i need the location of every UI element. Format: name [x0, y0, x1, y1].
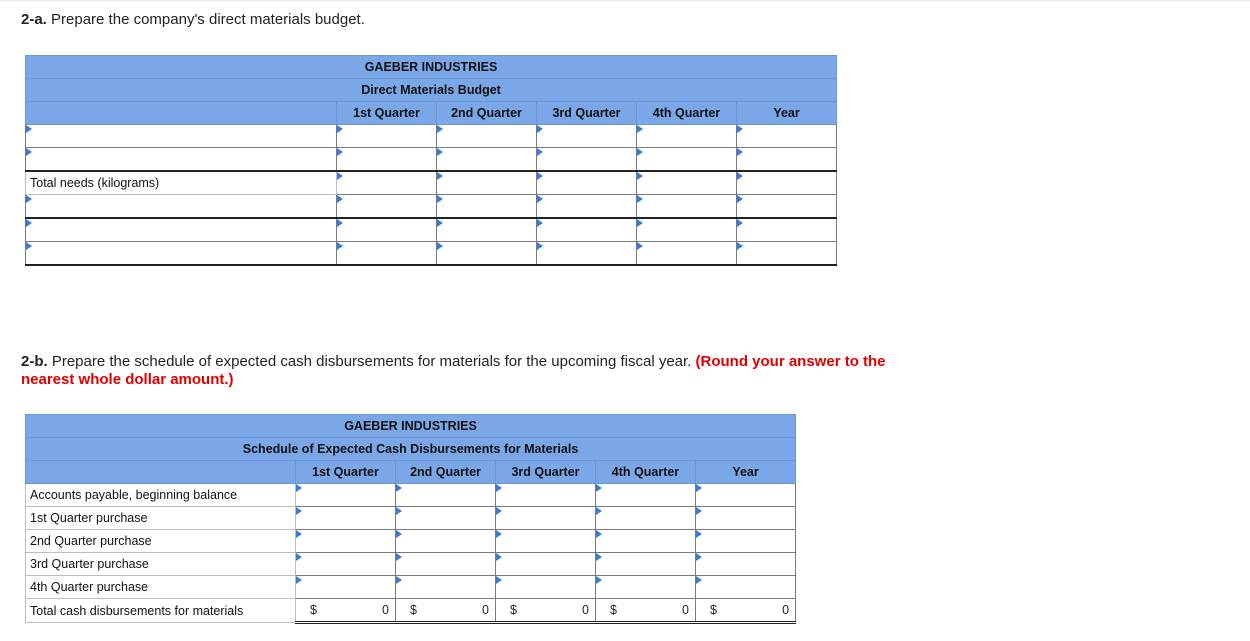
- year-field[interactable]: [737, 219, 836, 241]
- year-field[interactable]: [696, 576, 795, 598]
- row-label-input[interactable]: [26, 219, 336, 241]
- row-label-q3-purchase: 3rd Quarter purchase: [26, 553, 296, 576]
- table-row: [26, 148, 837, 172]
- q2-input[interactable]: [437, 218, 537, 242]
- year-field[interactable]: [696, 507, 795, 529]
- q2-input[interactable]: [437, 242, 537, 266]
- q2-field[interactable]: [396, 530, 495, 552]
- header-blank: [26, 102, 337, 125]
- year-total-value: 0: [782, 603, 790, 617]
- q1-input[interactable]: [296, 576, 396, 599]
- q3-field[interactable]: [537, 242, 636, 264]
- q4-input[interactable]: [596, 553, 696, 576]
- q4-field[interactable]: [637, 172, 736, 194]
- q4-field[interactable]: [596, 576, 695, 598]
- q3-field[interactable]: [537, 125, 636, 147]
- q1-field[interactable]: [296, 484, 395, 506]
- row-label-dropdown[interactable]: [26, 218, 337, 242]
- currency-symbol: $: [710, 603, 717, 617]
- q3-field[interactable]: [496, 507, 595, 529]
- q2-field[interactable]: [437, 172, 536, 194]
- q2-field[interactable]: [437, 219, 536, 241]
- q4-field[interactable]: [637, 195, 736, 217]
- q1-input[interactable]: [337, 242, 437, 266]
- row-label-q1-purchase: 1st Quarter purchase: [26, 507, 296, 530]
- q3-total-value: 0: [582, 603, 589, 617]
- year-field[interactable]: [737, 148, 836, 170]
- q1-total-value: 0: [382, 603, 389, 617]
- q3-field[interactable]: [537, 219, 636, 241]
- total-row: [26, 599, 796, 623]
- table-row: [26, 242, 837, 266]
- q2-field[interactable]: [396, 484, 495, 506]
- q2-field[interactable]: [396, 576, 495, 598]
- row-label-input[interactable]: [26, 148, 336, 170]
- q4-total-value: 0: [682, 603, 689, 617]
- q2-total-value: 0: [482, 603, 489, 617]
- year-input[interactable]: [737, 148, 837, 172]
- q2-input[interactable]: [396, 507, 496, 530]
- q3-input[interactable]: [537, 125, 637, 148]
- table-row: [26, 484, 796, 507]
- q2-input[interactable]: [437, 125, 537, 148]
- year-field[interactable]: [696, 484, 795, 506]
- row-label-total-needs: Total needs (kilograms): [26, 171, 337, 195]
- q2-input[interactable]: [437, 195, 537, 219]
- q4-input[interactable]: [637, 171, 737, 195]
- table-row: [26, 576, 796, 599]
- q1-field[interactable]: [337, 148, 436, 170]
- year-field[interactable]: [737, 125, 836, 147]
- q1-input[interactable]: [337, 125, 437, 148]
- currency-symbol: $: [610, 603, 617, 617]
- q1-input[interactable]: [296, 484, 396, 507]
- q3-input[interactable]: [537, 218, 637, 242]
- q1-field[interactable]: [337, 125, 436, 147]
- currency-symbol: $: [510, 603, 517, 617]
- table-row: [26, 530, 796, 553]
- q1-field[interactable]: [337, 172, 436, 194]
- row-label-total-disbursements: Total cash disbursements for materials: [26, 599, 296, 623]
- q3-input[interactable]: [537, 171, 637, 195]
- q4-total-cell: [596, 599, 696, 623]
- q1-field[interactable]: [337, 219, 436, 241]
- q1-input[interactable]: [337, 195, 437, 219]
- q2-field[interactable]: [437, 148, 536, 170]
- col-header-q3: 3rd Quarter: [537, 102, 637, 125]
- year-input[interactable]: [696, 484, 796, 507]
- table-row: [26, 218, 837, 242]
- q2-input[interactable]: [396, 576, 496, 599]
- row-label-dropdown[interactable]: [26, 242, 337, 266]
- part-a-heading: [21, 11, 365, 29]
- q4-field[interactable]: [637, 242, 736, 264]
- q1-field[interactable]: [337, 242, 436, 264]
- top-divider: [0, 0, 1250, 1]
- q3-field[interactable]: [496, 484, 595, 506]
- part-a-number: 2-a.: [21, 11, 47, 28]
- q1-input[interactable]: [337, 148, 437, 172]
- q4-field[interactable]: [596, 507, 695, 529]
- year-input[interactable]: [737, 125, 837, 148]
- q4-field[interactable]: [637, 148, 736, 170]
- q4-field[interactable]: [596, 484, 695, 506]
- row-label-input[interactable]: [26, 195, 336, 217]
- part-b-heading: [21, 353, 941, 389]
- q2-field[interactable]: [437, 125, 536, 147]
- q3-field[interactable]: [496, 576, 595, 598]
- q2-input[interactable]: [396, 484, 496, 507]
- q3-field[interactable]: [537, 148, 636, 170]
- q1-field[interactable]: [337, 195, 436, 217]
- row-label-dropdown[interactable]: [26, 195, 337, 219]
- year-input[interactable]: [696, 576, 796, 599]
- q2-input[interactable]: [437, 148, 537, 172]
- col-header-q3: 3rd Quarter: [496, 461, 596, 484]
- q4-input[interactable]: [596, 576, 696, 599]
- q2-field[interactable]: [396, 507, 495, 529]
- q4-input[interactable]: [596, 530, 696, 553]
- company-name: GAEBER INDUSTRIES: [26, 415, 796, 438]
- q1-field[interactable]: [296, 530, 395, 552]
- part-b-number: 2-b.: [21, 353, 48, 370]
- q3-input[interactable]: [537, 148, 637, 172]
- header-blank: [26, 461, 296, 484]
- year-input[interactable]: [737, 171, 837, 195]
- year-input[interactable]: [737, 195, 837, 219]
- row-label-input[interactable]: [26, 125, 336, 147]
- year-field[interactable]: [737, 195, 836, 217]
- table-row: [26, 507, 796, 530]
- col-header-q1: 1st Quarter: [337, 102, 437, 125]
- q4-field[interactable]: [596, 530, 695, 552]
- row-label-dropdown[interactable]: [26, 148, 337, 172]
- q3-input[interactable]: [496, 576, 596, 599]
- q2-field[interactable]: [437, 195, 536, 217]
- part-a-instructions: Prepare the company's direct materials budget.: [46, 11, 365, 28]
- q3-input[interactable]: [496, 530, 596, 553]
- company-name: GAEBER INDUSTRIES: [26, 56, 837, 79]
- table-row: [26, 125, 837, 148]
- q3-input[interactable]: [537, 242, 637, 266]
- q2-input[interactable]: [396, 530, 496, 553]
- q1-field[interactable]: [296, 576, 395, 598]
- part-b-instructions: Prepare the schedule of expected cash disbursements for materials for the upcoming fiscal year.: [47, 353, 696, 370]
- currency-symbol: $: [410, 603, 417, 617]
- table-row: [26, 553, 796, 576]
- q2-field[interactable]: [396, 553, 495, 575]
- year-field[interactable]: [696, 553, 795, 575]
- q1-input[interactable]: [337, 171, 437, 195]
- q3-field[interactable]: [537, 195, 636, 217]
- q1-total-cell: [296, 599, 396, 623]
- q4-input[interactable]: [596, 484, 696, 507]
- col-header-q1: 1st Quarter: [296, 461, 396, 484]
- col-header-q4: 4th Quarter: [637, 102, 737, 125]
- col-header-q2: 2nd Quarter: [396, 461, 496, 484]
- row-label-q4-purchase: 4th Quarter purchase: [26, 576, 296, 599]
- year-total-cell: [696, 599, 796, 623]
- q4-input[interactable]: [637, 242, 737, 266]
- q3-input[interactable]: [496, 553, 596, 576]
- q3-input[interactable]: [496, 484, 596, 507]
- year-input[interactable]: [696, 507, 796, 530]
- table-row: [26, 171, 837, 195]
- q4-field[interactable]: [596, 553, 695, 575]
- q3-field[interactable]: [537, 172, 636, 194]
- year-field[interactable]: [737, 242, 836, 264]
- col-header-year: Year: [696, 461, 796, 484]
- q4-input[interactable]: [637, 195, 737, 219]
- q1-field[interactable]: [296, 507, 395, 529]
- q3-field[interactable]: [496, 553, 595, 575]
- q4-input[interactable]: [637, 148, 737, 172]
- currency-symbol: $: [310, 603, 317, 617]
- q3-input[interactable]: [496, 507, 596, 530]
- col-header-q4: 4th Quarter: [596, 461, 696, 484]
- q4-input[interactable]: [637, 125, 737, 148]
- rounding-note: (Round your answer to the nearest whole dollar amount.): [21, 353, 886, 388]
- cash-disbursements-table: [25, 414, 796, 624]
- year-input[interactable]: [696, 530, 796, 553]
- q4-field[interactable]: [637, 125, 736, 147]
- year-input[interactable]: [737, 218, 837, 242]
- row-label-input[interactable]: [26, 242, 336, 264]
- row-label-q2-purchase: 2nd Quarter purchase: [26, 530, 296, 553]
- year-input[interactable]: [696, 553, 796, 576]
- q3-field[interactable]: [496, 530, 595, 552]
- q4-input[interactable]: [596, 507, 696, 530]
- q2-field[interactable]: [437, 242, 536, 264]
- col-header-year: Year: [737, 102, 837, 125]
- q1-input[interactable]: [296, 553, 396, 576]
- year-input[interactable]: [737, 242, 837, 266]
- q2-input[interactable]: [396, 553, 496, 576]
- direct-materials-budget-table: [25, 55, 837, 266]
- q3-input[interactable]: [537, 195, 637, 219]
- q4-field[interactable]: [637, 219, 736, 241]
- q1-input[interactable]: [296, 507, 396, 530]
- q1-input[interactable]: [296, 530, 396, 553]
- year-field[interactable]: [737, 172, 836, 194]
- row-label-beginning-balance: Accounts payable, beginning balance: [26, 484, 296, 507]
- budget-title: Direct Materials Budget: [26, 79, 837, 102]
- col-header-q2: 2nd Quarter: [437, 102, 537, 125]
- table-row: [26, 195, 837, 219]
- q2-input[interactable]: [437, 171, 537, 195]
- year-field[interactable]: [696, 530, 795, 552]
- row-label-dropdown[interactable]: [26, 125, 337, 148]
- q2-total-cell: [396, 599, 496, 623]
- q3-total-cell: [496, 599, 596, 623]
- q1-input[interactable]: [337, 218, 437, 242]
- q1-field[interactable]: [296, 553, 395, 575]
- q4-input[interactable]: [637, 218, 737, 242]
- schedule-title: Schedule of Expected Cash Disbursements for Materials: [26, 438, 796, 461]
